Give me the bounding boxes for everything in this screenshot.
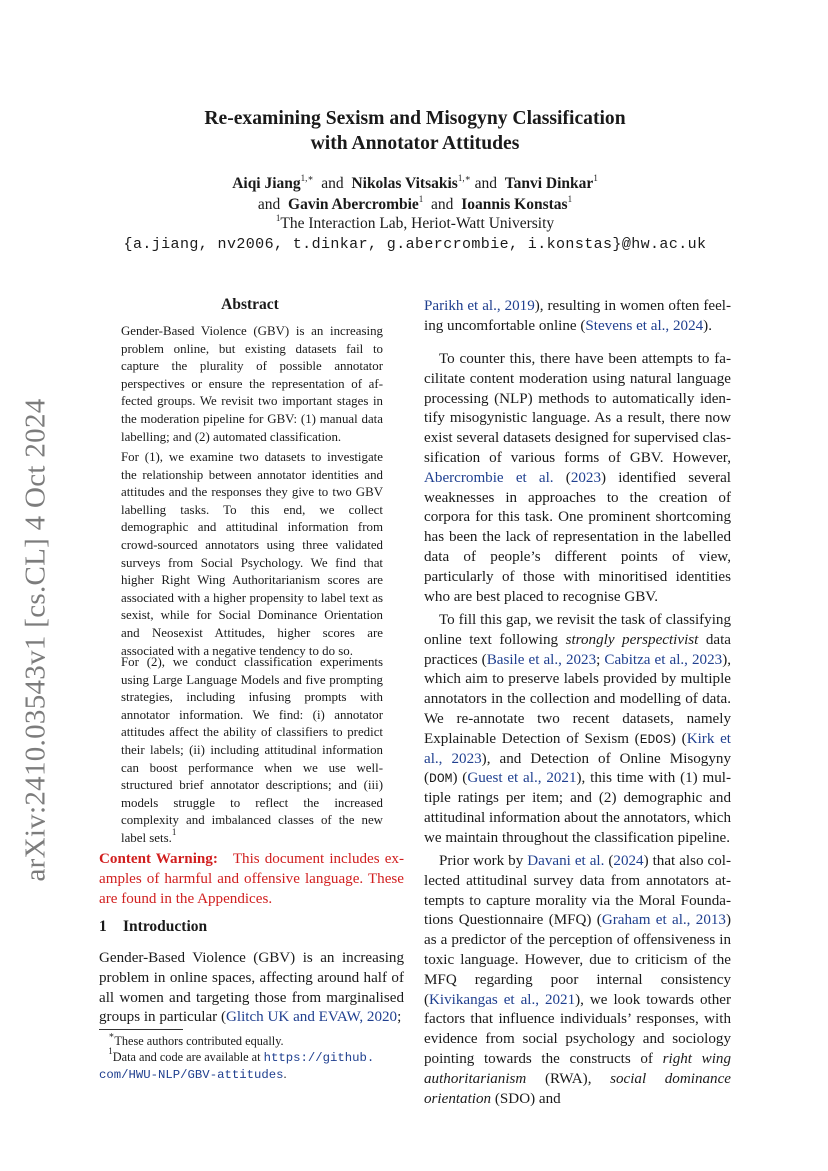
body-text: ( — [604, 853, 614, 869]
emphasis-text: right wing authoritarianism — [424, 1050, 731, 1087]
author-emails: {a.jiang, nv2006, t.dinkar, g.abercrombie, i.konstas}@hw.ac.uk — [123, 236, 707, 253]
footnote-ref: 1 — [171, 826, 177, 837]
citation-link[interactable]: Glitch UK and EVAW, 2020 — [226, 1009, 398, 1026]
abstract-heading: Abstract — [221, 296, 279, 313]
and-connector: and — [474, 175, 497, 192]
paper-title — [100, 106, 730, 156]
body-text: ) ( — [670, 730, 687, 747]
author-mark: 1,∗ — [457, 173, 471, 183]
abstract-paragraph-2: For (1), we examine two datasets to investigate the relationship between annotator identities and attitudes and the responses they give to two GBV labelling tasks. To this end, we collect demographic and attitudinal information from crowd-sourced annotators using three validated surveys from Social Psychology. We find that higher Right Wing Authoritarianism scores are associated with a higher propensity to label text as sexist, while for Social Dominance Orientation and Neosexist Attitudes, higher scores are associated with a negative tendency to do so. — [121, 450, 383, 658]
content-warning-label: Content Warning: — [99, 851, 218, 867]
citation-link[interactable]: Kivikangas et al., 2021 — [429, 991, 576, 1008]
section-title: Introduction — [123, 918, 208, 935]
arxiv-identifier-text: arXiv:2410.03543v1 [cs.CL] 4 Oct 2024 — [19, 398, 52, 882]
abstract-paragraph-3 — [121, 654, 383, 848]
and-connector: and — [431, 196, 454, 213]
body-text: ) as a predictor of the perception of offensiveness in toxic language. However, due to criticism of the MFQ regarding poor internal consistency ( — [424, 912, 731, 1008]
author-mark: 1 — [567, 194, 573, 204]
body-text: ). — [703, 317, 712, 334]
body-text: ) ( — [452, 770, 468, 787]
citation-link[interactable]: Parikh et al., 2019 — [424, 298, 535, 314]
author-name: Aiqi Jiang — [232, 175, 301, 192]
emphasis-text: strongly perspectivist — [565, 631, 699, 648]
body-text: (RWA), — [526, 1070, 611, 1087]
body-text: ), resulting in women often feeling uncomfortable online ( — [424, 298, 731, 334]
emphasis-text: social dominance orientation — [424, 1070, 731, 1107]
content-warning-text: This document includes examples of harmful and offensive language. These are found in the Appendices. — [99, 851, 404, 907]
citation-link[interactable]: Abercrombie et al. — [424, 469, 554, 486]
author-line-2 — [100, 195, 730, 215]
author-name: Tanvi Dinkar — [504, 175, 594, 192]
author-name: Ioannis Konstas — [461, 196, 568, 213]
footnote-mark: ∗ — [108, 1030, 115, 1040]
repository-link[interactable]: https://github. — [263, 1051, 375, 1065]
footnote-mark: 1 — [108, 1046, 113, 1056]
dataset-name: EDOS — [639, 731, 671, 747]
title-line-1: Re-examining Sexism and Misogyny Classification — [204, 108, 626, 129]
abstract-paragraph-3-text: For (2), we conduct classification experiments using Large Language Models and five prompting strategies, including infusing prompts with annotator information. We find: (i) annotator attitudes affect the ability of classifiers to predict their labels; (ii) including attitudinal information can boost performance when we use well-structured brief annotator descriptions; and (iii) models struggle to reflect the increased complexity and imbalanced classes of the new label sets. — [121, 655, 383, 845]
arxiv-identifier-stamp — [16, 380, 56, 900]
footnote-text: Data and code are available at — [112, 1050, 264, 1064]
citation-link[interactable]: Basile et al., 2023 — [486, 651, 597, 668]
abstract-paragraph-1: Gender-Based Violence (GBV) is an increasing problem online, but existing datasets fail to capture the plurality of possible annotator perspectives or ensure the representation of affected groups. We revisit two important stages in the moderation pipeline for GBV: (1) manual data labelling; and (2) automated classification. — [121, 324, 383, 444]
right-paragraph-2 — [424, 611, 731, 849]
body-text: Prior work by — [439, 853, 528, 869]
author-line-1 — [100, 174, 730, 194]
citation-link[interactable]: Graham et al., 2013 — [601, 912, 726, 929]
citation-link[interactable]: Kirk et al., 2023 — [424, 730, 731, 767]
content-warning — [99, 850, 404, 909]
body-text: ), and Detection of Online Misogyny ( — [424, 750, 731, 787]
right-paragraph-3 — [424, 852, 731, 1109]
affiliation-mark: 1 — [275, 213, 281, 223]
affiliation-text: The Interaction Lab, Heriot-Watt University — [280, 215, 555, 232]
citation-link[interactable]: Stevens et al., 2024 — [585, 317, 704, 334]
body-text: ), we look towards other factors that influence individuals’ responses, with evidence from social psychology and sociology pointing towards the constructs of — [424, 991, 731, 1067]
affiliation — [100, 215, 730, 233]
right-paragraph-0 — [424, 297, 731, 337]
footnote-data-code — [99, 1046, 409, 1083]
and-connector: and — [321, 175, 344, 192]
body-text: Gender-Based Violence (GBV) is an increasing problem in online spaces, affecting around half of all women and targeting those from marginalised groups in particular ( — [99, 950, 404, 1026]
body-text: ; — [596, 651, 605, 668]
author-mark: 1 — [418, 194, 424, 204]
body-text: ), this time with (1) multiple ratings per item; and (2) demographic and attitudinal information about the annotators, which we maintain throughout the classification pipeline. — [424, 770, 731, 846]
body-text: data practices ( — [424, 631, 731, 668]
author-name: Gavin Abercrombie — [288, 196, 419, 213]
citation-link[interactable]: Cabitza et al., 2023 — [604, 651, 723, 668]
footnote-text: . — [283, 1067, 287, 1081]
body-text: To counter this, there have been attempts to facilitate content moderation using natural language processing (NLP) methods to automatically identify misogynistic language. As a result, there now exist several datasets designed for supervised classification of various forms of GBV. However, — [424, 351, 731, 466]
author-name: Nikolas Vitsakis — [351, 175, 458, 192]
author-mark: 1 — [593, 173, 598, 183]
citation-link[interactable]: 2023 — [570, 469, 601, 486]
intro-paragraph-1 — [99, 949, 404, 1028]
repository-link-continued[interactable]: com/HWU-NLP/GBV-attitudes — [99, 1068, 284, 1082]
body-text: ) that also collected attitudinal survey data from annotators attempts to capture morality via the Moral Foundations Questionnaire (MFQ) ( — [424, 853, 731, 929]
citation-link[interactable]: Davani et al. — [527, 853, 605, 869]
footnote-equal-contribution — [99, 1030, 409, 1049]
body-text: (SDO) and — [491, 1090, 561, 1107]
body-text: ( — [553, 469, 571, 486]
title-line-2: with Annotator Attitudes — [310, 133, 520, 154]
footnote-text: These authors contributed equally. — [114, 1034, 284, 1048]
citation-link[interactable]: Guest et al., 2021 — [467, 770, 577, 787]
right-paragraph-1 — [424, 350, 731, 607]
citation-link[interactable]: 2024 — [613, 853, 644, 869]
body-text: ) identified several weaknesses in approaches to the creation of corpora for this task. One prominent shortcoming has been the lack of representation in the labelled data of people’s different points of view, particularly of those with minoritised identities who are best placed to recognise GBV. — [424, 469, 731, 605]
author-mark: 1,∗ — [300, 173, 314, 183]
dataset-name: DOM — [429, 771, 453, 787]
body-text: ; — [397, 1009, 402, 1026]
section-number: 1 — [99, 918, 107, 935]
section-heading-introduction — [99, 918, 207, 936]
body-text: ), which aim to preserve labels provided by multiple annotators in the collection and modelling of data. We re-annotate two recent datasets, namely Explainable Detection of Sexism ( — [424, 651, 731, 747]
body-text: To fill this gap, we revisit the task of classifying online text following — [424, 612, 731, 648]
and-connector: and — [257, 196, 281, 213]
